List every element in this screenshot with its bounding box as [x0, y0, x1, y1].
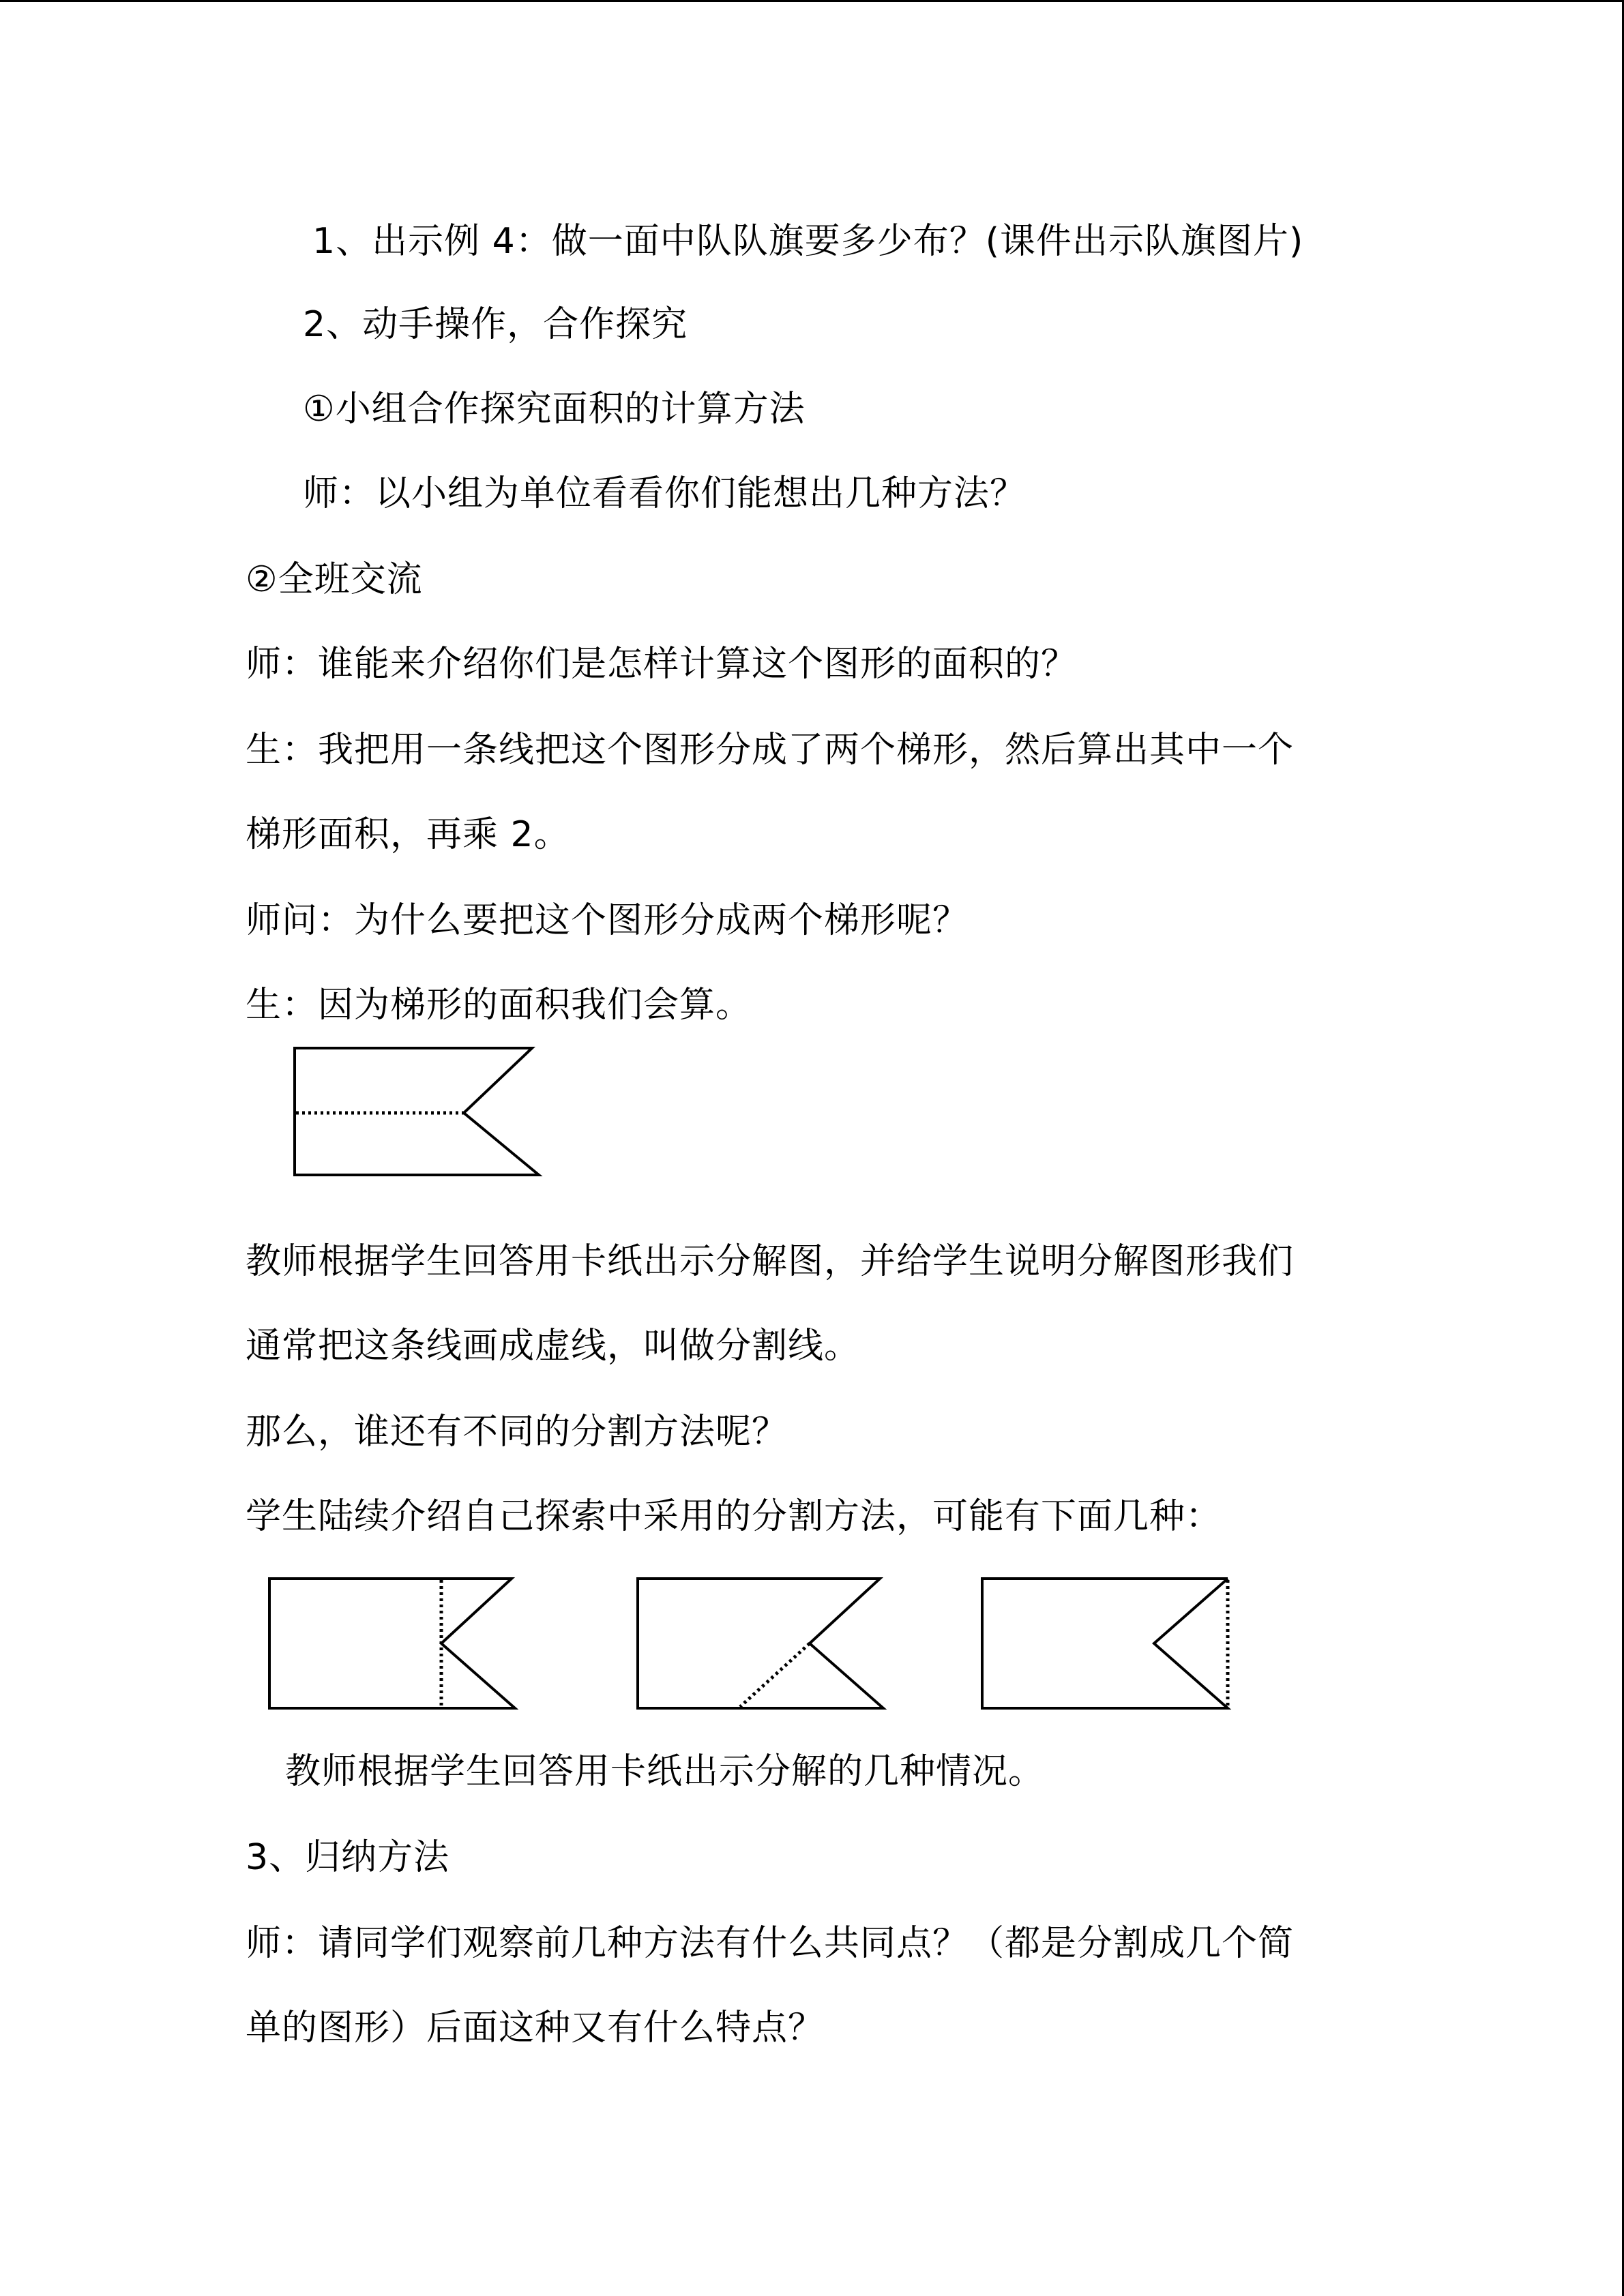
text-line-11: 教师根据学生回答用卡纸出示分解图，并给学生说明分解图形我们 — [246, 1241, 1295, 1282]
flag-figure-diagonal-split — [631, 1572, 890, 1715]
page-border-top — [0, 0, 1624, 2]
text-line-18: 单的图形）后面这种又有什么特点？ — [246, 2008, 825, 2048]
text-line-16: 3、归纳方法 — [246, 1837, 450, 1878]
text-line-1: 1、出示例 4：做一面中队队旗要多少布？(课件出示队旗图片) — [312, 221, 1304, 262]
text-line-15: 教师根据学生回答用卡纸出示分解的几种情况。 — [285, 1751, 1045, 1792]
text-line-12: 通常把这条线画成虚线，叫做分割线。 — [246, 1326, 861, 1367]
text-line-2: 2、动手操作，合作探究 — [303, 304, 688, 345]
text-line-9: 师问：为什么要把这个图形分成两个梯形呢？ — [246, 900, 969, 941]
flag-figure-horizontal-split — [286, 1040, 546, 1183]
flag-figure-cutout-split — [975, 1572, 1235, 1715]
text-line-13: 那么，谁还有不同的分割方法呢？ — [246, 1412, 788, 1452]
text-line-7: 生：我把用一条线把这个图形分成了两个梯形，然后算出其中一个 — [246, 730, 1295, 771]
text-line-3: ①小组合作探究面积的计算方法 — [303, 389, 806, 430]
text-line-10: 生：因为梯形的面积我们会算。 — [246, 985, 752, 1026]
text-line-5: ②全班交流 — [246, 559, 423, 600]
text-line-8: 梯形面积，再乘 2。 — [246, 814, 570, 855]
text-line-6: 师：谁能来介绍你们是怎样计算这个图形的面积的？ — [246, 644, 1078, 685]
text-line-4: 师：以小组为单位看看你们能想出几种方法？ — [303, 473, 1027, 514]
text-line-17: 师：请同学们观察前几种方法有什么共同点？（都是分割成几个简 — [246, 1923, 1295, 1964]
text-line-14: 学生陆续介绍自己探索中采用的分割方法，可能有下面几种： — [246, 1496, 1222, 1537]
flag-figure-vertical-split — [263, 1572, 522, 1715]
